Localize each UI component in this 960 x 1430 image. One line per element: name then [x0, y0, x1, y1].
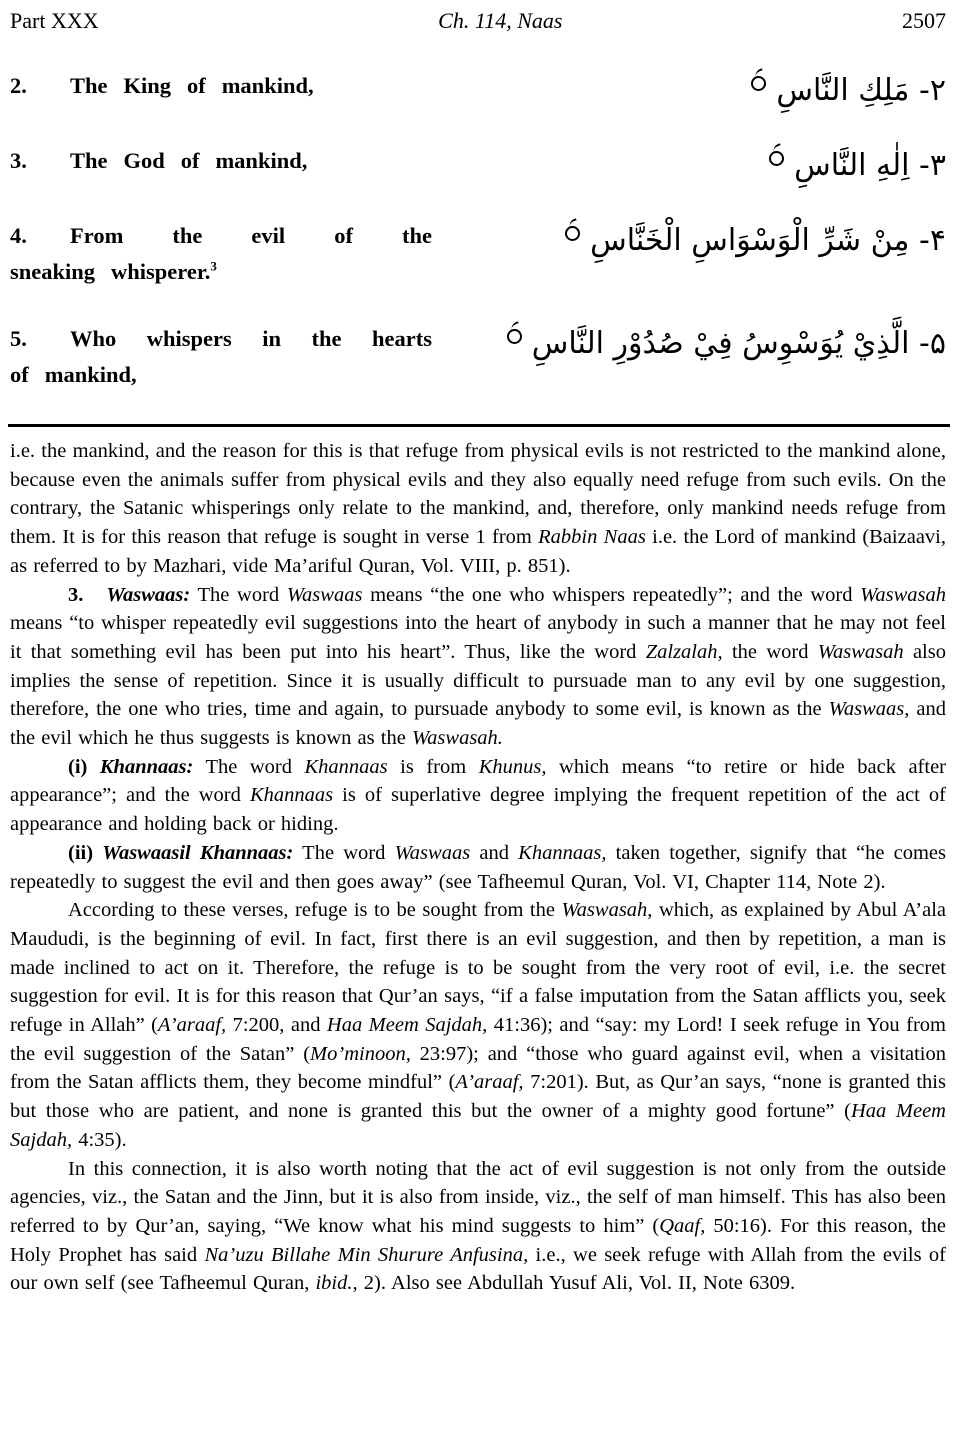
text-run: 2). Also see Abdullah Yusuf Ali, Vol. II, Note 6309. [357, 1272, 796, 1295]
verse-line: 2. The King of mankind, [10, 68, 432, 104]
commentary-paragraph [10, 437, 946, 581]
commentary-paragraph [10, 581, 946, 753]
verse-line: sneaking whisperer.$^3$ [10, 258, 217, 284]
commentary-paragraph [10, 896, 946, 1154]
text-run: Waswasah [860, 583, 946, 606]
text-run: and the evil which he thus suggests is known as the [10, 698, 946, 750]
commentary-paragraph [10, 753, 946, 839]
ayah-end-mark [507, 329, 522, 344]
verse-english [10, 321, 432, 393]
text-run: Haa Meem Sajdah, [10, 1100, 946, 1151]
arabic-text: ۲- مَلِكِ النَّاسِ [776, 73, 946, 108]
text-run: means “the one who whispers repeatedly”; and the word [362, 583, 861, 606]
text-run: (i) [68, 755, 100, 778]
verse-number: 2. [10, 73, 27, 98]
verse-line: of mankind, [10, 362, 137, 387]
text-run: Qaaf, [659, 1214, 706, 1237]
text-run: In this connection, it is also worth noting that the act of evil suggestion is not only from the outside agencies, viz., the Satan and the Jinn, but it is also from inside, viz., the self of man himself. This has also been referred to by Qur’an, saying, “We know what his mind suggests to him” ( [10, 1157, 946, 1237]
text-run: A’araaf, [455, 1071, 524, 1094]
text-run: Zalzalah, [645, 640, 723, 663]
verse-english [10, 218, 432, 290]
verses-section [10, 68, 946, 393]
commentary-paragraph [10, 839, 946, 896]
text-run: ibid., [315, 1272, 358, 1295]
verse-row [10, 68, 946, 112]
ayah-end-mark [565, 226, 580, 241]
text-run: (ii) [68, 841, 103, 864]
text-run: means “to whisper repeatedly evil suggestions into the heart of anybody in such a manner that he may not feel it that something evil has been put into his heart”. Thus, like the word [10, 612, 946, 663]
footnote-ref: 3 [210, 258, 217, 274]
verse-english [10, 68, 432, 104]
page-header [10, 6, 946, 34]
text-run: 4:35). [72, 1128, 127, 1151]
text-run: According to these verses, refuge is to be sought from the [68, 899, 562, 922]
text-run: Khannaas [304, 755, 388, 778]
text-run: Waswaas, [828, 698, 910, 721]
arabic-text: ۴- مِنْ شَرِّ الْوَسْوَاسِ الْخَنَّاسِ [590, 223, 946, 258]
text-run: The word [193, 755, 305, 778]
text-run: i.e. the mankind, and the reason for this is that refuge from physical evils is not restricted to the mankind alone, because even the animals suffer from physical evils and they also equally need refuge from such evils. On the contrary, the Satanic whisperings only relate to the mankind, and, therefore, only mankind needs refuge from them. It is for this reason that refuge is sought in verse 1 from [10, 440, 946, 549]
text-run: Waswaas [394, 841, 471, 864]
text-run: Khunus, [478, 755, 547, 778]
text-run: 3. [68, 583, 107, 606]
text-run: Khannaas: [99, 755, 194, 778]
text-run: A’araaf, [158, 1014, 227, 1037]
text-run: Waswaas [286, 583, 363, 606]
ayah-end-mark [769, 151, 784, 166]
text-run: and [470, 841, 519, 864]
text-run: 23:97); and “those who guard against evil, when a visitation from the Satan afflicts them, they become mindful” ( [10, 1042, 947, 1094]
text-run: Waswaas: [106, 583, 191, 606]
text-run: is from [387, 755, 479, 778]
ayah-end-mark [751, 76, 766, 91]
text-run: Waswaasil Khannaas: [102, 841, 294, 864]
text-run: The word [293, 841, 395, 864]
text-run: Khannaas, [518, 841, 607, 864]
text-run: the word [722, 640, 818, 663]
text-run: Haa Meem Sajdah, [326, 1014, 488, 1037]
verse-arabic [751, 70, 946, 112]
text-run: Mo’minoon, [310, 1042, 411, 1065]
text-run: 7:200, and [226, 1014, 327, 1037]
verse-line: 5. Who whispers in the hearts [10, 321, 432, 357]
text-run: 50:16). For this reason, the Holy Prophet has said [10, 1214, 946, 1266]
text-run: Rabbin Naas [538, 526, 646, 549]
text-run: 7:201). But, as Qur’an says, “none is granted this but those who are patient, and none is granted this but the owner of a mighty good fortune” ( [10, 1071, 946, 1123]
text-run: taken together, signify that “he comes repeatedly to suggest the evil and then goes away” (see Tafheemul Quran, Vol. VI, Chapter 114, Note 2). [10, 841, 946, 893]
text-run: Na’uzu Billahe Min Shurure Anfusina, [204, 1243, 529, 1266]
text-run: which, as explained by Abul A’ala Maududi, is the beginning of evil. In fact, first there is an evil suggestion, and then by repetition, a man is made inclined to act on it. Therefore, the refuge is to be sought from the very root of evil, i.e. the secret suggestion for evil. It is for this reason that Qur’an says, “if a false imputation from the Satan afflicts you, seek refuge in Allah” ( [10, 899, 946, 1037]
verse-number: 3. [10, 148, 27, 173]
text-run: i.e. the Lord of mankind (Baizaavi, as referred to by Mazhari, vide Ma’ariful Quran, Vol. VIII, p. 851). [10, 526, 946, 577]
text-run: Waswasah. [411, 727, 503, 750]
verse-number: 4. [10, 223, 27, 248]
arabic-text: ۳- اِلٰهِ النَّاسِ [794, 148, 946, 183]
verse-arabic [769, 145, 946, 187]
chapter-title: Ch. 114, Naas [438, 8, 563, 33]
page-number: 2507 [901, 8, 946, 33]
verse-line: 3. The God of mankind, [10, 143, 432, 179]
commentary-paragraph [10, 1155, 946, 1299]
verse-number: 5. [10, 326, 27, 351]
text-run: 41:36); and “say: my Lord! I seek refuge in You from the evil suggestion of the Satan” ( [10, 1014, 946, 1065]
text-run: i.e., we seek refuge with Allah from the evils of our own self (see Tafheemul Quran, [10, 1243, 946, 1295]
text-run: Khannaas [249, 784, 334, 807]
verse-line: 4. From the evil of the [10, 218, 432, 254]
text-run: Waswasah, [561, 899, 653, 922]
verse-arabic [507, 323, 946, 365]
arabic-text: ۵- الَّذِيْ يُوَسْوِسُ فِيْ صُدُوْرِ النَّاسِ [531, 326, 946, 361]
text-run: is of superlative degree implying the frequent repetition of the act of appearance and holding back or hiding. [10, 784, 946, 836]
verse-arabic [565, 220, 946, 262]
commentary-section [10, 427, 946, 1298]
text-run: The word [190, 583, 287, 606]
part-label: Part XXX [10, 8, 99, 33]
verse-row [10, 218, 946, 290]
verse-row [10, 321, 946, 393]
verse-row [10, 143, 946, 187]
text-run: which means “to retire or hide back after appearance”; and the word [10, 755, 947, 807]
text-run: Waswasah [817, 640, 904, 663]
text-run: also implies the sense of repetition. Since it is usually difficult to pursuade man to any evil by one suggestion, therefore, the one who tries, time and again, to pursuade anybody to some evil, is known as the [10, 640, 946, 721]
verse-english [10, 143, 432, 179]
